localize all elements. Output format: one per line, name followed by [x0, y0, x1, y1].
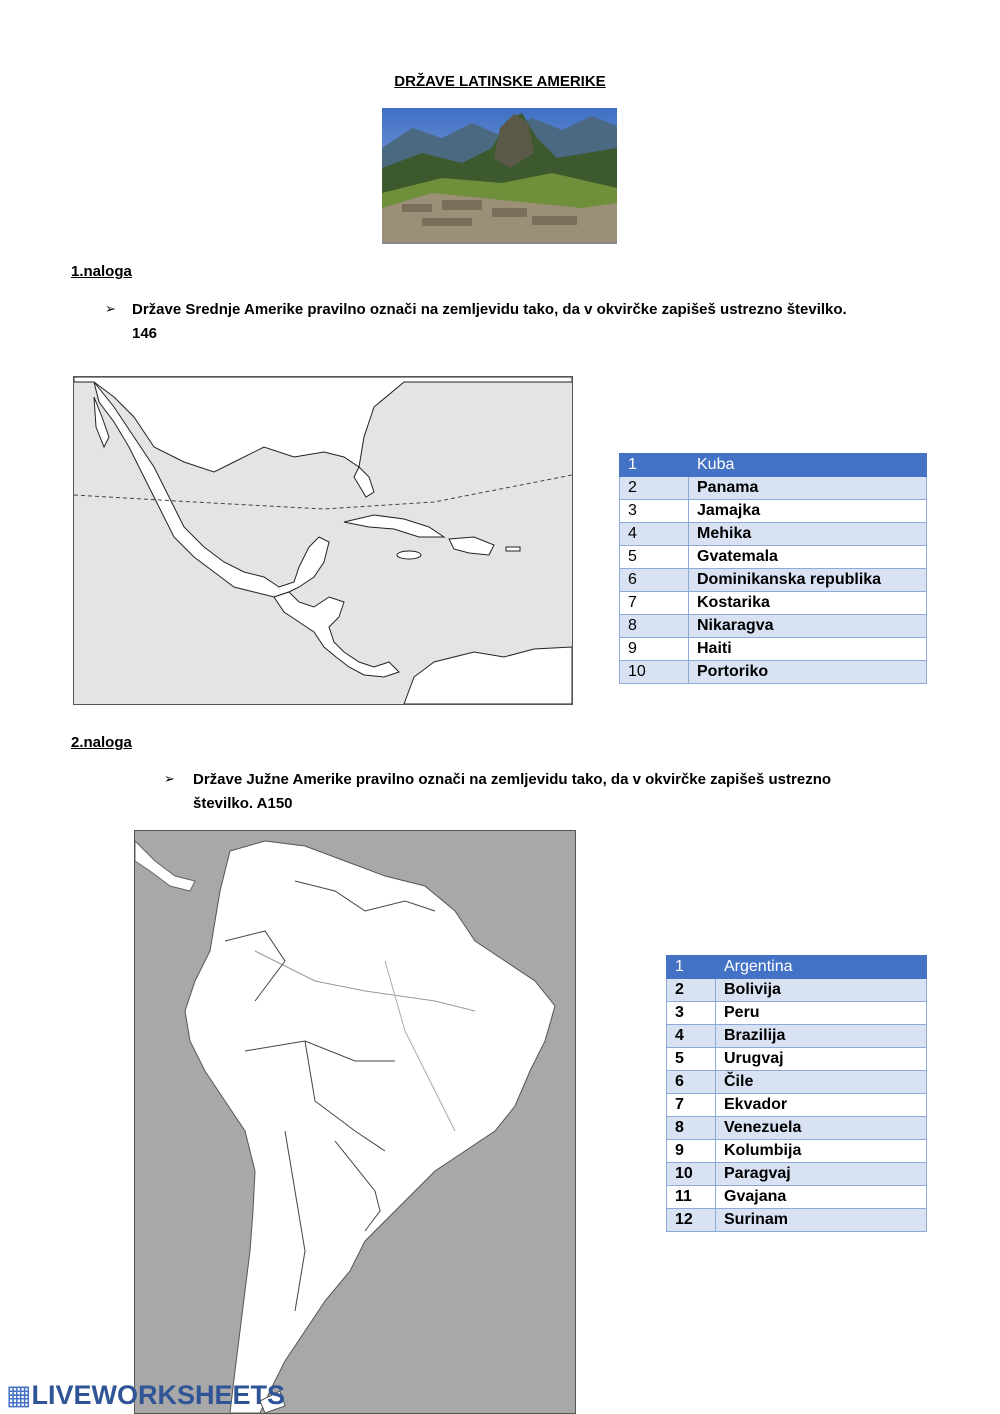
country-name: Haiti	[689, 638, 927, 661]
country-name: Portoriko	[689, 661, 927, 684]
row-number: 1	[620, 454, 689, 477]
country-name: Jamajka	[689, 500, 927, 523]
table-row	[667, 1163, 927, 1186]
row-number: 3	[620, 500, 689, 523]
country-name: Peru	[716, 1002, 927, 1025]
logo-icon: ▦	[6, 1380, 32, 1410]
row-number: 2	[667, 979, 716, 1002]
country-name: Nikaragva	[689, 615, 927, 638]
country-name: Panama	[689, 477, 927, 500]
table-row	[667, 1094, 927, 1117]
table-row	[620, 500, 927, 523]
table-row	[620, 523, 927, 546]
table-row	[667, 1002, 927, 1025]
row-number: 7	[667, 1094, 716, 1117]
country-name: Paragvaj	[716, 1163, 927, 1186]
country-name: Kostarika	[689, 592, 927, 615]
country-name: Dominikanska republika	[689, 569, 927, 592]
row-number: 5	[620, 546, 689, 569]
task2-country-table	[666, 955, 927, 1232]
country-name: Čile	[716, 1071, 927, 1094]
country-name: Bolivija	[716, 979, 927, 1002]
country-name: Argentina	[716, 956, 927, 979]
task1-instruction-page: 146	[132, 325, 158, 342]
table-row	[667, 1186, 927, 1209]
row-number: 3	[667, 1002, 716, 1025]
task2-instruction: Države Južne Amerike pravilno označi na zemljevidu tako, da v okvirčke zapišeš ustrezno	[193, 771, 832, 788]
table-row	[620, 569, 927, 592]
table-row	[620, 615, 927, 638]
country-name: Ekvador	[716, 1094, 927, 1117]
task1-heading: 1.naloga	[71, 263, 132, 280]
table-row	[620, 454, 927, 477]
table-row	[667, 1117, 927, 1140]
table-row	[667, 979, 927, 1002]
country-name: Kuba	[689, 454, 927, 477]
table-row	[667, 1209, 927, 1232]
bullet-icon: ➢	[105, 301, 116, 316]
row-number: 8	[620, 615, 689, 638]
country-name: Kolumbija	[716, 1140, 927, 1163]
table-row	[667, 1140, 927, 1163]
task1-country-table	[619, 453, 927, 684]
row-number: 8	[667, 1117, 716, 1140]
table-row	[667, 956, 927, 979]
task2-instruction-page: številko. A150	[193, 795, 293, 812]
row-number: 2	[620, 477, 689, 500]
country-name: Urugvaj	[716, 1048, 927, 1071]
row-number: 10	[667, 1163, 716, 1186]
bullet-icon: ➢	[164, 771, 175, 786]
task1-instruction: Države Srednje Amerike pravilno označi na zemljevidu tako, da v okvirčke zapišeš ustrezno številko.	[132, 301, 847, 318]
row-number: 4	[620, 523, 689, 546]
row-number: 9	[667, 1140, 716, 1163]
country-name: Mehika	[689, 523, 927, 546]
row-number: 11	[667, 1186, 716, 1209]
country-name: Gvatemala	[689, 546, 927, 569]
task2-heading: 2.naloga	[71, 734, 132, 751]
south-america-map[interactable]	[134, 830, 576, 1414]
row-number: 6	[620, 569, 689, 592]
row-number: 12	[667, 1209, 716, 1232]
machu-picchu-photo	[382, 108, 617, 244]
country-name: Brazilija	[716, 1025, 927, 1048]
page-title: DRŽAVE LATINSKE AMERIKE	[394, 73, 606, 90]
logo-text: LIVEWORKSHEETS	[31, 1380, 286, 1410]
country-name: Venezuela	[716, 1117, 927, 1140]
table-row	[620, 661, 927, 684]
row-number: 1	[667, 956, 716, 979]
row-number: 7	[620, 592, 689, 615]
table-row	[620, 592, 927, 615]
row-number: 4	[667, 1025, 716, 1048]
row-number: 5	[667, 1048, 716, 1071]
country-name: Gvajana	[716, 1186, 927, 1209]
table-row	[667, 1048, 927, 1071]
table-row	[620, 638, 927, 661]
row-number: 9	[620, 638, 689, 661]
table-row	[667, 1025, 927, 1048]
country-name: Surinam	[716, 1209, 927, 1232]
table-row	[620, 477, 927, 500]
central-america-map[interactable]	[73, 376, 573, 705]
row-number: 6	[667, 1071, 716, 1094]
table-row	[667, 1071, 927, 1094]
row-number: 10	[620, 661, 689, 684]
liveworksheets-logo	[6, 1380, 285, 1411]
table-row	[620, 546, 927, 569]
